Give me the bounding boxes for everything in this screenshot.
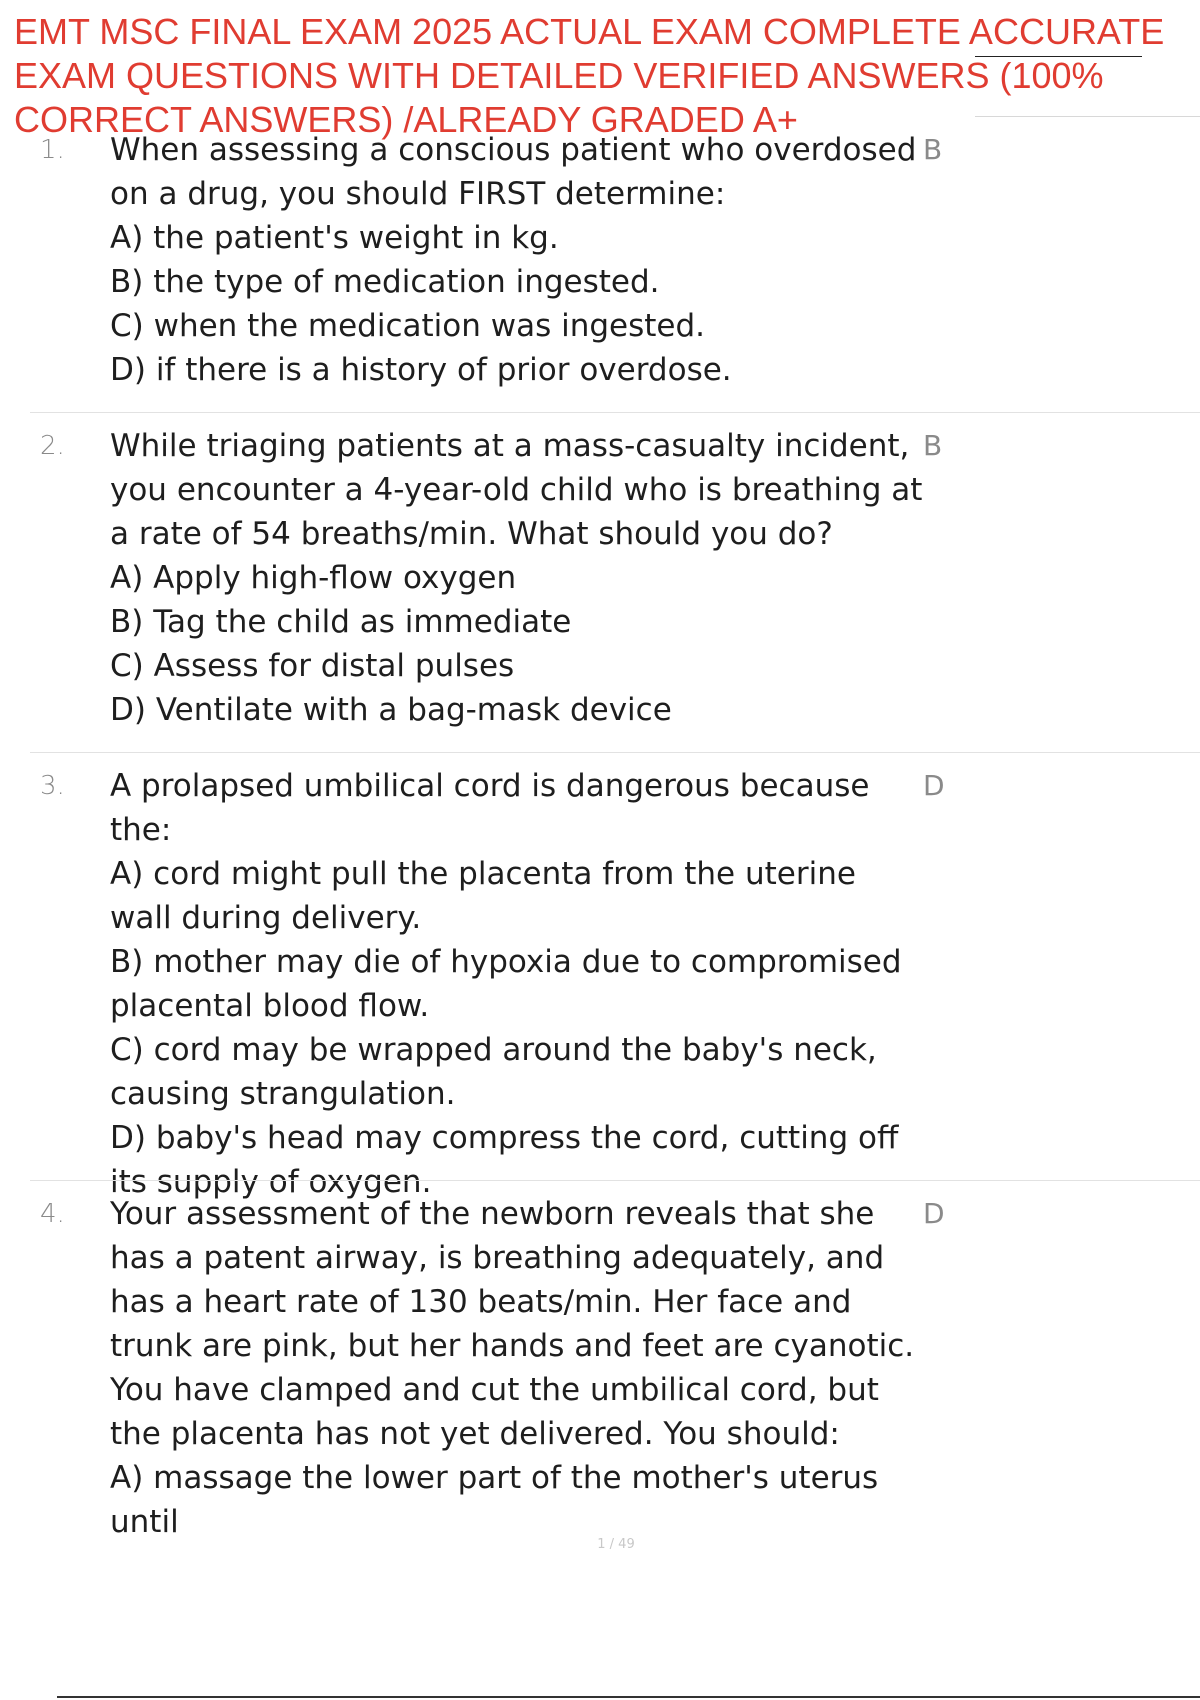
- page-bottom-rule: [57, 1696, 1200, 1698]
- option-c: C) Assess for distal pulses: [110, 648, 515, 684]
- question-separator: [30, 412, 1200, 413]
- title-underline: [975, 56, 1142, 57]
- answer-key: D: [923, 769, 945, 802]
- question-text: Your assessment of the newborn reveals that she has a patent airway, is breathing adequately, and has a heart rate of 130 beats/min. Her face and trunk are pink, but her hands and feet are cyanotic. You have clamped and cut the umbilical cord, but the placenta has not yet delivered. You should:: [110, 1196, 915, 1452]
- option-a: A) massage the lower part of the mother's uterus until: [110, 1460, 879, 1540]
- answer-key: B: [923, 133, 943, 166]
- option-c: C) cord may be wrapped around the baby's neck, causing strangulation.: [110, 1032, 877, 1112]
- answer-key: D: [923, 1197, 945, 1230]
- option-b: B) the type of medication ingested.: [110, 264, 660, 300]
- question-body: [110, 424, 925, 732]
- option-d: D) if there is a history of prior overdose.: [110, 352, 732, 388]
- answer-key: B: [923, 429, 943, 462]
- question-body: [110, 128, 925, 392]
- question-number: 2.: [40, 431, 65, 461]
- option-a: A) the patient's weight in kg.: [110, 220, 559, 256]
- option-c: C) when the medication was ingested.: [110, 308, 706, 344]
- question-text: A prolapsed umbilical cord is dangerous because the:: [110, 768, 870, 848]
- option-d: D) Ventilate with a bag-mask device: [110, 692, 672, 728]
- question-text: While triaging patients at a mass-casualty incident, you encounter a 4-year-old child who is breathing at a rate of 54 breaths/min. What should you do?: [110, 428, 923, 552]
- document-title: EMT MSC FINAL EXAM 2025 ACTUAL EXAM COMPLETE ACCURATE EXAM QUESTIONS WITH DETAILED VERIFIED ANSWERS (100% CORRECT ANSWERS) /ALREADY GRADED A+: [14, 11, 1165, 140]
- option-a: A) Apply high-flow oxygen: [110, 560, 517, 596]
- option-b: B) mother may die of hypoxia due to compromised placental blood flow.: [110, 944, 902, 1024]
- option-b: B) Tag the child as immediate: [110, 604, 572, 640]
- question-separator: [30, 752, 1200, 753]
- page-number: 1 / 49: [597, 1537, 635, 1552]
- question-number: 3.: [40, 771, 65, 801]
- option-a: A) cord might pull the placenta from the uterine wall during delivery.: [110, 856, 856, 936]
- question-body: [110, 1192, 925, 1544]
- question-body: [110, 764, 925, 1204]
- question-number: 1.: [40, 135, 65, 165]
- question-text: When assessing a conscious patient who overdosed on a drug, you should FIRST determine:: [110, 132, 917, 212]
- question-number: 4.: [40, 1199, 65, 1229]
- title-divider: [975, 116, 1200, 117]
- question-separator: [30, 1180, 1200, 1181]
- option-d: D) baby's head may compress the cord, cutting off its supply of oxygen.: [110, 1120, 899, 1200]
